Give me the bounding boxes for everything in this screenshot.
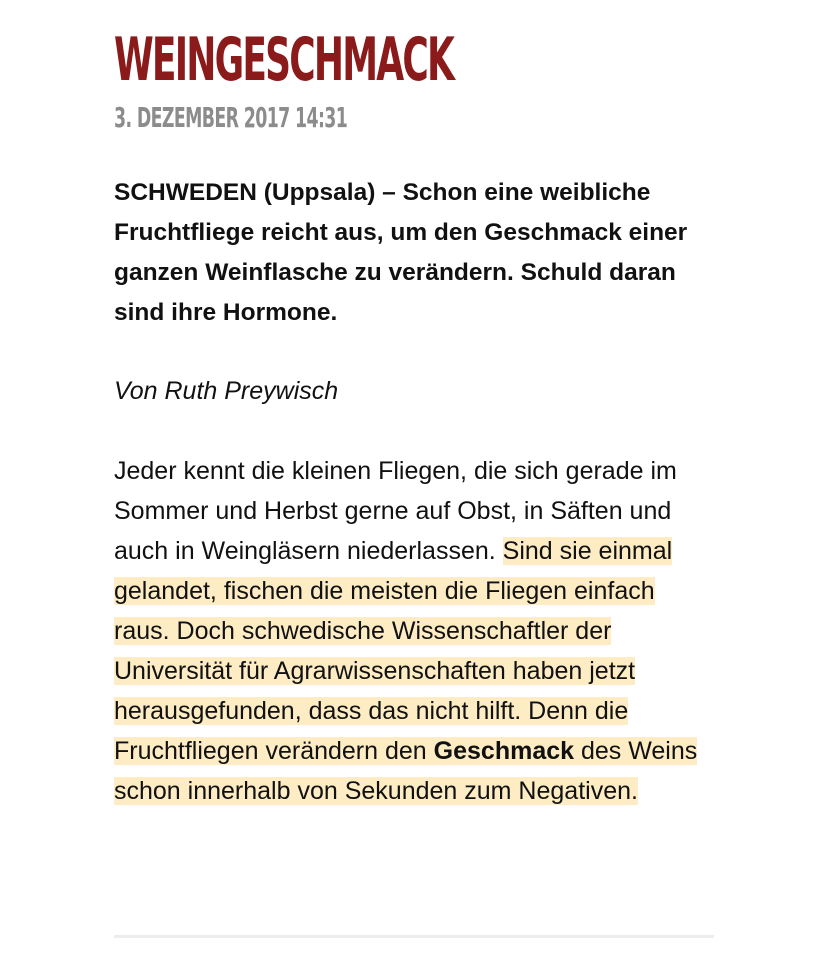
highlighted-passage[interactable]	[114, 537, 697, 805]
divider	[114, 935, 714, 938]
article-title: WEINGESCHMACK	[114, 25, 454, 95]
article	[114, 0, 714, 811]
highlight-text-1: Sind sie einmal gelandet, fischen die meisten die Fliegen einfach raus. Doch schwedische Wissenschaftler der Universität für Agrarwissenschaften haben jetzt herausgefunden, dass das nicht hilft. Denn die Fruchtfliegen verändern den	[114, 537, 673, 765]
body-intro: Jeder kennt die kleinen Fliegen, die sich gerade im Sommer und Herbst gerne auf Obst, in Säften und auch in Weingläsern niederlassen.	[114, 457, 677, 565]
article-date: 3. DEZEMBER 2017 14:31	[114, 101, 348, 134]
article-lead: SCHWEDEN (Uppsala) – Schon eine weibliche Fruchtfliege reicht aus, um den Geschmack einer ganzen Weinflasche zu verändern. Schuld daran sind ihre Hormone.	[114, 179, 688, 326]
article-byline: Von Ruth Preywisch	[114, 377, 339, 405]
highlight-text-2: des Weins schon innerhalb von Sekunden zum Negativen.	[114, 737, 698, 805]
highlight-bold-word: Geschmack	[433, 737, 575, 765]
article-body	[114, 451, 714, 811]
